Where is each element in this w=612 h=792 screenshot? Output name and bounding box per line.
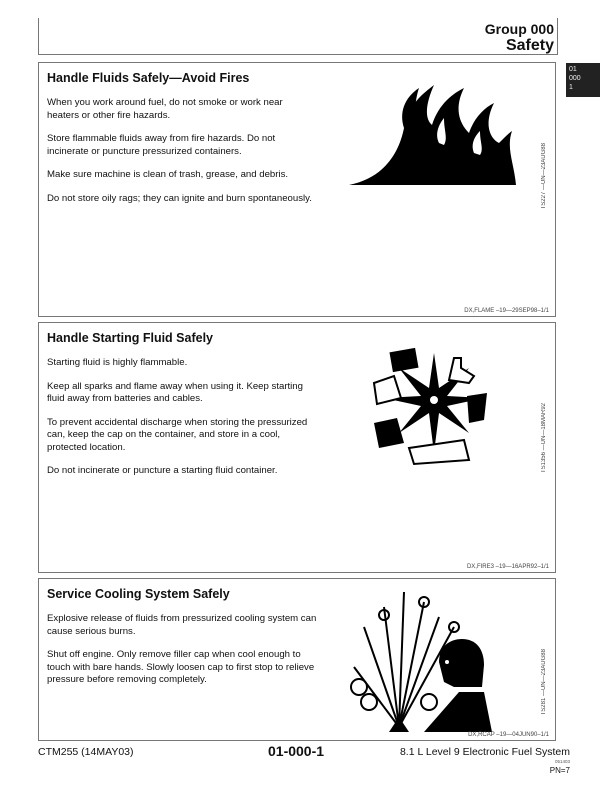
section-tab-marker [566,63,600,97]
paragraph: Do not incinerate or puncture a starting fluid container. [47,465,278,476]
reference-code: DX,FLAME –19—29SEP98–1/1 [464,308,549,314]
paragraph: Make sure machine is clean of trash, grease, and debris. [47,169,289,180]
paragraph: To prevent accidental discharge when storing the pressurized can, keep the cap on the container, and store in a cool, protected location. [47,416,308,453]
paragraph: Store flammable fluids away from fire hazards. Do not incinerate or puncture pressurized containers. [47,133,276,157]
figure-code: TS227 —UN—23AUG88 [541,143,547,210]
paragraph: When you work around fuel, do not smoke or work near heaters or other fire hazards. [47,97,283,121]
section-body [47,357,317,489]
reference-code: DX,RCAP –19—04JUN90–1/1 [468,732,549,738]
paragraph: Keep all sparks and flame away when using it. Keep starting fluid away from batteries and cables. [47,380,303,404]
exploding-can-icon [369,338,499,468]
group-number: Group 000 [484,21,554,37]
figure-code: TS1356 —UN—18MAR92 [541,403,547,474]
group-title [485,22,554,54]
tab-marker-line: 1 [569,84,573,91]
paragraph: Do not store oily rags; they can ignite and burn spontaneously. [47,192,312,204]
section-cooling-system [38,578,556,741]
figure-code: TS281 —UN—23AUG88 [541,649,547,716]
reference-code: DX,FIRE3 –19—16APR92–1/1 [466,564,549,570]
section-title: Service Cooling System Safely [47,587,230,601]
paragraph: Starting fluid is highly flammable. [47,357,188,368]
paragraph: Explosive release of fluids from pressurized cooling system can cause serious burns. [47,613,317,637]
footer-pn: PN=7 [549,766,570,775]
header-box [38,18,558,55]
tab-marker-line: 000 [569,75,581,82]
footer-doc-id: CTM255 (14MAY03) [38,746,134,758]
pressurized-spray-icon [344,587,494,732]
section-starting-fluid [38,322,556,573]
footer-manual-title: 8.1 L Level 9 Electronic Fuel System [399,746,570,758]
section-title: Handle Fluids Safely—Avoid Fires [47,71,250,85]
flame-icon [344,83,524,193]
section-title: Handle Starting Fluid Safely [47,331,213,345]
group-name: Safety [505,37,554,54]
section-body [47,97,317,216]
footer-page-number: 01-000-1 [268,743,325,759]
paragraph: Shut off engine. Only remove filler cap when cool enough to touch with bare hands. Slowly loosen cap to first stop to relieve pressure before removing completely. [47,649,315,685]
tab-marker-line: 01 [569,66,577,73]
footer-small-code: 051403 [554,759,570,764]
section-body [47,613,317,698]
section-fluids-fires [38,62,556,317]
